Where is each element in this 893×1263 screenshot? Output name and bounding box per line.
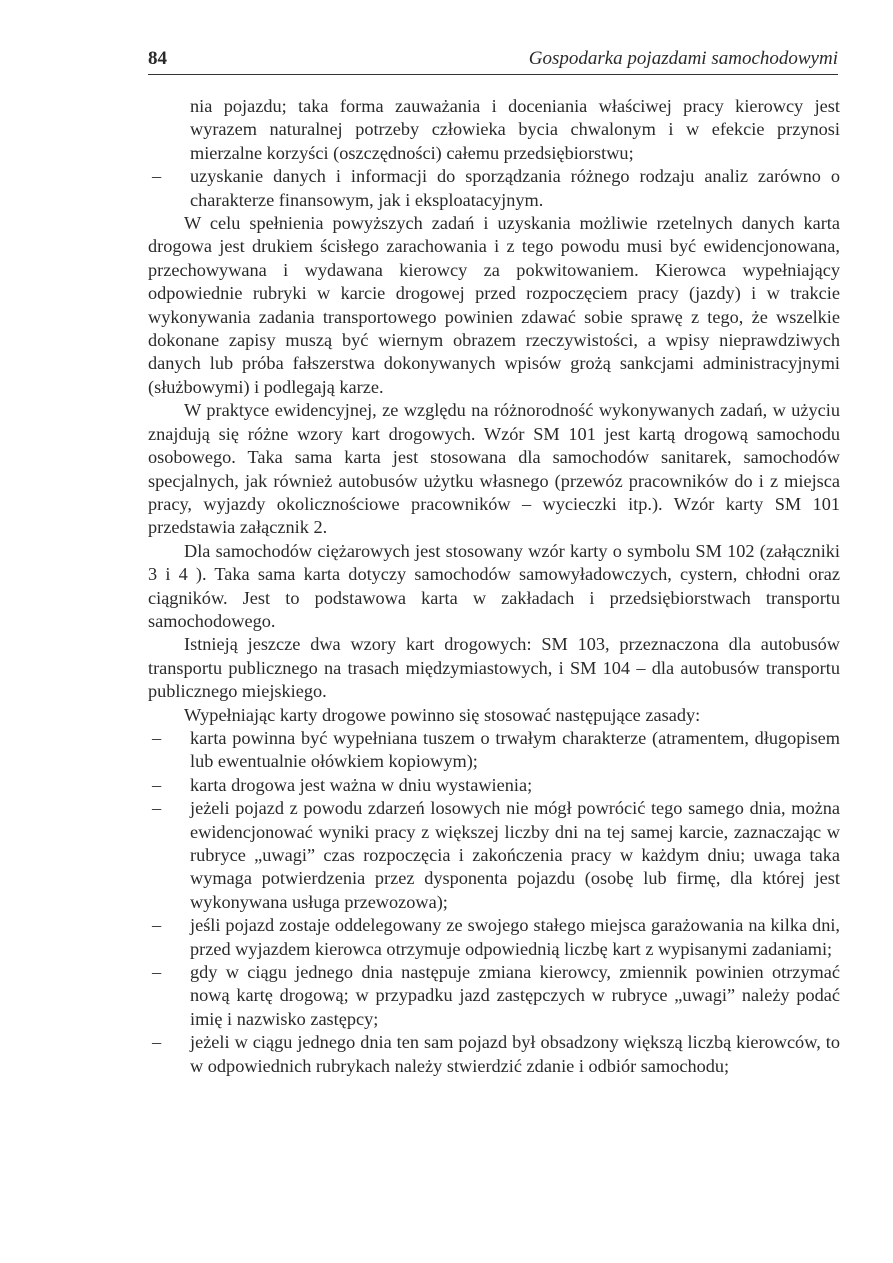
paragraph: Dla samochodów ciężarowych jest stosowany wzór karty o symbolu SM 102 (załączniki 3 i 4 ). Taka sama karta dotyczy samochodów samowyładowczych, cystern, chłodni oraz ciągników. Jest to podstawowa karta w zakładach i przedsiębiorstwach transportu samochodowego. [148,540,840,631]
body-text [148,95,840,1078]
list-item [148,774,840,797]
dash-bullet: – [152,915,162,936]
dash-bullet: – [152,962,162,983]
list-item [148,1031,840,1078]
dash-bullet: – [152,727,162,748]
list-item [148,914,840,961]
list-item [148,165,840,212]
list-item-text: karta drogowa jest ważna w dniu wystawienia; [190,774,533,795]
list-item [148,961,840,1031]
paragraph: W celu spełnienia powyższych zadań i uzyskania możliwie rzetelnych danych karta drogowa jest drukiem ścisłego zarachowania i z tego powodu musi być ewidencjonowana, przechowywana i wydawana kierowcy za pokwitowaniem. Kierowca wypełniający odpowiednie rubryki w karcie drogowej przed rozpoczęciem pracy (jazdy) i w trakcie wykonywania zadania transportowego powinien zdawać sobie sprawę z tego, że wszelkie dokonane zapisy muszą być wiernym obrazem rzeczywistości, a wpisy nieprawdziwych danych lub próba fałszerstwa dokonywanych wpisów grożą sankcjami administracyjnymi (służbowymi) i podlegają karze. [148,213,840,397]
page-number: 84 [148,48,167,69]
dash-bullet: – [152,798,162,819]
paragraph: W praktyce ewidencyjnej, ze względu na różnorodność wykonywanych zadań, w użyciu znajdują się różne wzory kart drogowych. Wzór SM 101 jest kartą drogową samochodu osobowego. Taka sama karta jest stosowana dla samochodów sanitarek, samochodów specjalnych, jak również autobusów użytku własnego (przewóz pracowników do i z miejsca pracy, wyjazdy okolicznościowe pracowników – wycieczki itp.). Wzór karty SM 101 przedstawia załącznik 2. [148,400,840,538]
running-title: Gospodarka pojazdami samochodowymi [528,48,838,69]
list-item-text: jeżeli pojazd z powodu zdarzeń losowych nie mógł powrócić tego samego dnia, można ewidencjonować wyniki pracy z większej liczby dni na tej samej karcie, zaznaczając w rubryce „uwagi” czas rozpoczęcia i zakończenia pracy w każdym dniu; uwaga taka wymaga potwierdzenia przez dysponenta pojazdu (osobę lub firmę, dla której jest wykonywana usługa przewozowa); [190,798,840,912]
paragraph: Wypełniając karty drogowe powinno się stosować następujące zasady: [184,704,701,725]
list-item-text: jeżeli w ciągu jednego dnia ten sam pojazd był obsadzony większą liczbą kierowców, to w odpowiednich rubrykach należy stwierdzić zdanie i odbiór samochodu; [190,1032,840,1076]
list-item-text: jeśli pojazd zostaje oddelegowany ze swojego stałego miejsca garażowania na kilka dni, przed wyjazdem kierowca otrzymuje odpowiednią liczbę kart z wypisanymi zadaniami; [190,915,840,959]
dash-bullet: – [152,166,162,187]
list-item-text: gdy w ciągu jednego dnia następuje zmiana kierowcy, zmiennik powinien otrzymać nową kartę drogową; w przypadku jazd zastępczych w rubryce „uwagi” należy podać imię i nazwisko zastępcy; [190,962,840,1029]
paragraph: Istnieją jeszcze dwa wzory kart drogowych: SM 103, przeznaczona dla autobusów transportu publicznego na trasach międzymiastowych, i SM 104 – dla autobusów transportu publicznego miejskiego. [148,634,840,702]
list-item [148,797,840,914]
list-item-continuation: nia pojazdu; taka forma zauważania i doceniania właściwej pracy kierowcy jest wyrazem naturalnej potrzeby człowieka bycia chwalonym i w efekcie przynosi mierzalne korzyści (oszczędności) całemu przedsiębiorstwu; [190,96,840,163]
dash-bullet: – [152,774,162,795]
list-item [148,727,840,774]
dash-bullet: – [152,1032,162,1053]
page-header [148,46,838,75]
list-item-text: uzyskanie danych i informacji do sporządzania różnego rodzaju analiz zarówno o charakterze finansowym, jak i eksploatacyjnym. [190,166,840,210]
list-item-text: karta powinna być wypełniana tuszem o trwałym charakterze (atramentem, długopisem lub ewentualnie ołówkiem kopiowym); [190,727,840,772]
